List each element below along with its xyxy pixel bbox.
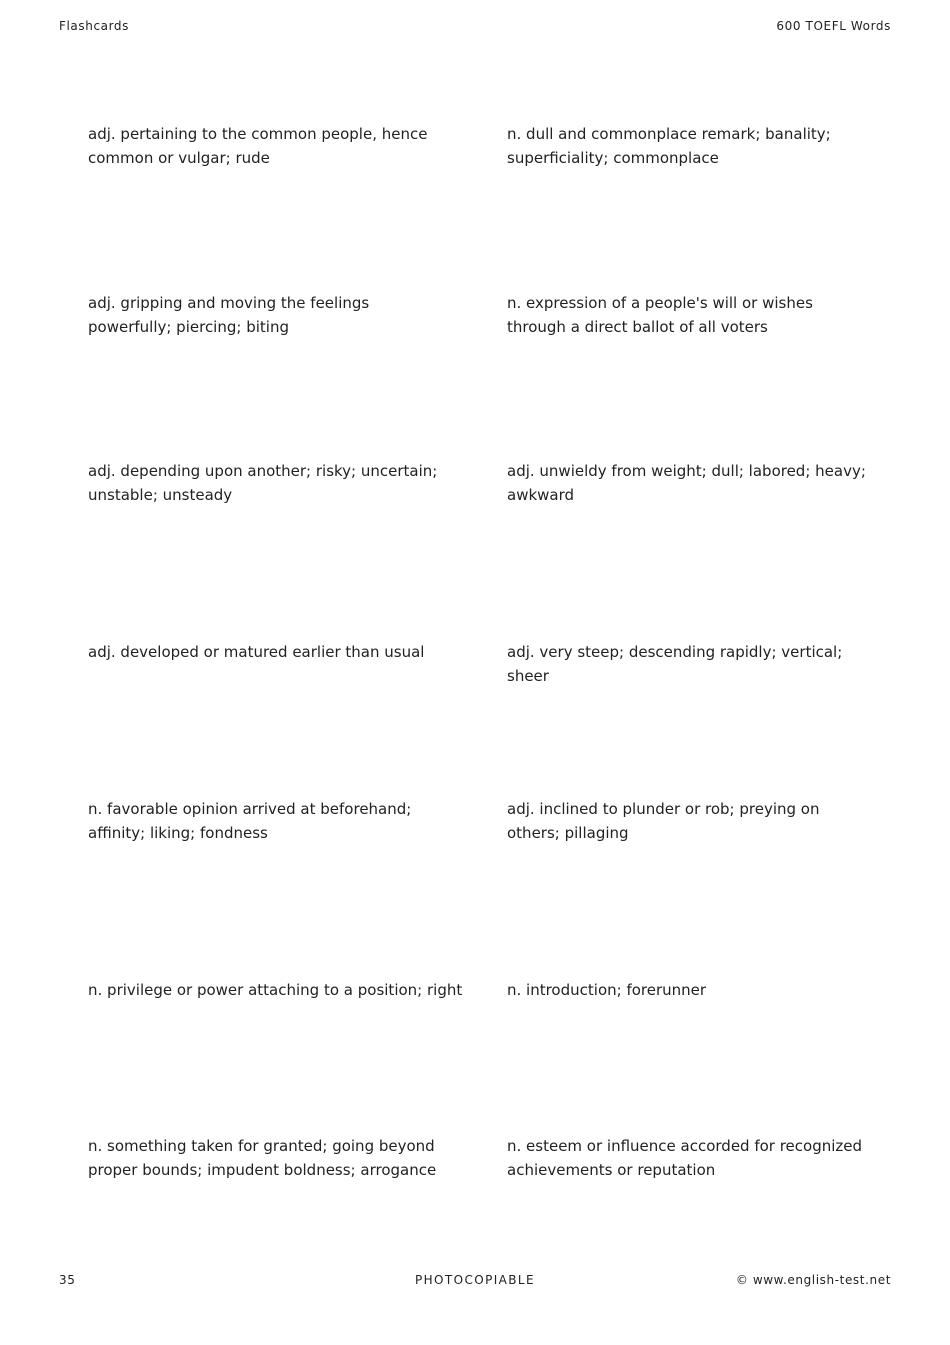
flashcard-definition: n. introduction; forerunner — [507, 981, 707, 999]
header-book-title: 600 TOEFL Words — [776, 19, 891, 33]
page-number: 35 — [59, 1273, 76, 1287]
flashcard-definition: adj. pertaining to the common people, hence common or vulgar; rude — [88, 125, 428, 167]
flashcard-definition: n. something taken for granted; going beyond proper bounds; impudent boldness; arrogance — [88, 1137, 437, 1179]
flashcard-definition: n. favorable opinion arrived at beforehand; affinity; liking; fondness — [88, 800, 412, 842]
flashcard-definition: n. expression of a people's will or wishes through a direct ballot of all voters — [507, 294, 813, 336]
copyright-link[interactable]: © www.english-test.net — [735, 1273, 891, 1287]
photocopiable-label: PHOTOCOPIABLE — [415, 1273, 535, 1287]
flashcard-definition: adj. inclined to plunder or rob; preying on others; pillaging — [507, 800, 820, 842]
flashcard-definition: n. privilege or power attaching to a position; right — [88, 981, 463, 999]
flashcard-definition: adj. unwieldy from weight; dull; labored; heavy; awkward — [507, 462, 866, 504]
flashcard-definition: n. dull and commonplace remark; banality; superficiality; commonplace — [507, 125, 831, 167]
flashcard-definition: adj. depending upon another; risky; uncertain; unstable; unsteady — [88, 462, 438, 504]
flashcard-definition: adj. very steep; descending rapidly; vertical; sheer — [507, 643, 843, 685]
flashcard-definition: adj. developed or matured earlier than usual — [88, 643, 425, 661]
page-footer — [59, 1273, 891, 1289]
header-title: Flashcards — [59, 19, 129, 33]
flashcard-definition: n. esteem or influence accorded for recognized achievements or reputation — [507, 1137, 863, 1179]
flashcard-definition: adj. gripping and moving the feelings powerfully; piercing; biting — [88, 294, 370, 336]
